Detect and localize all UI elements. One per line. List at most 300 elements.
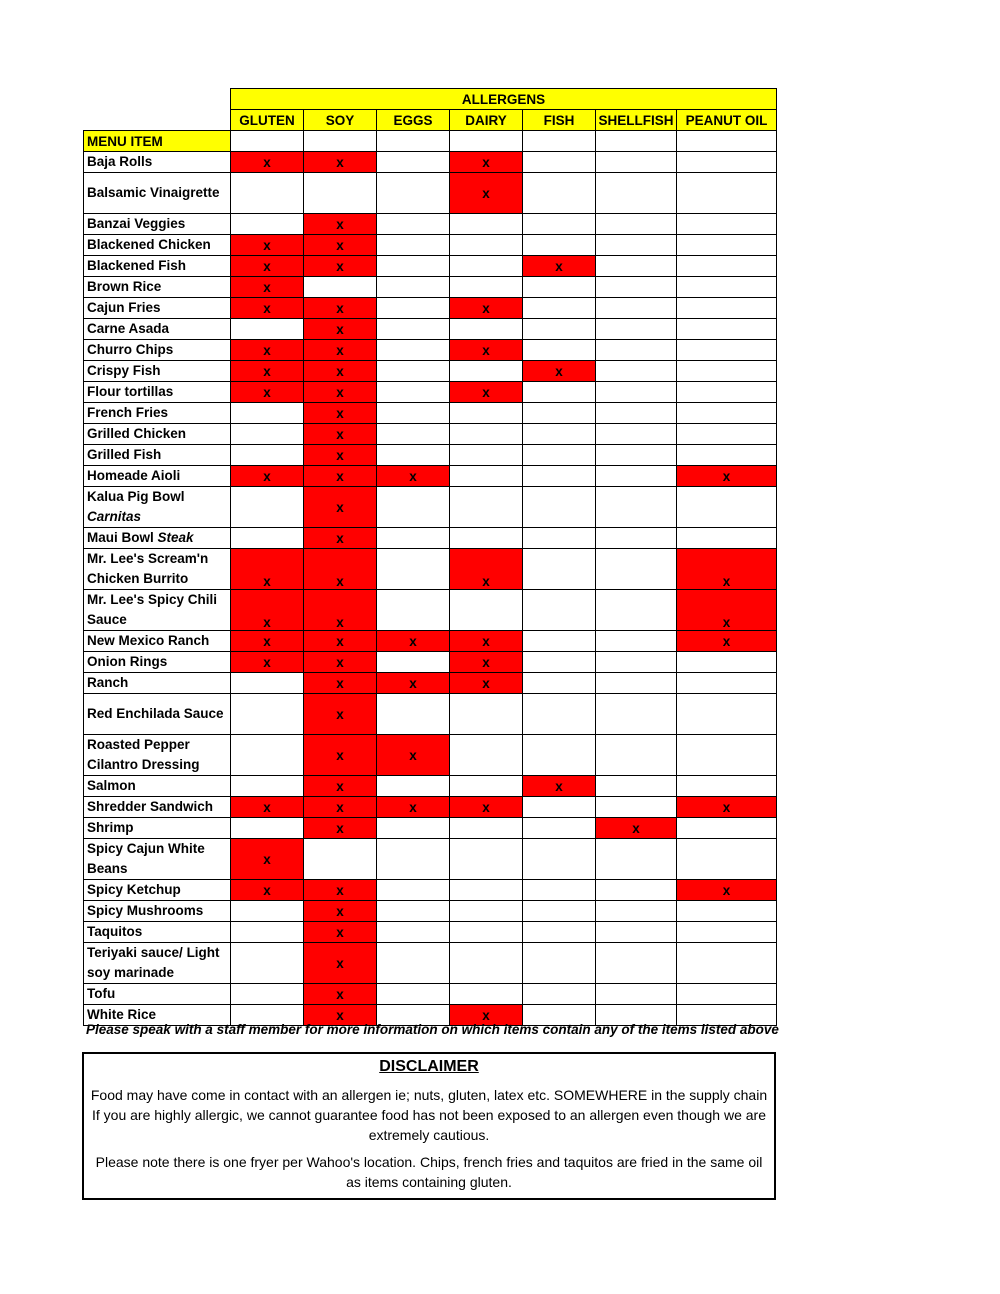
menu-item-label: Red Enchilada Sauce: [87, 706, 224, 721]
allergen-cell-fish: [523, 901, 596, 922]
allergen-cell-gluten: [231, 922, 304, 943]
allergen-cell-shellfish: [596, 487, 677, 528]
allergen-mark: x: [409, 747, 417, 763]
table-row: [84, 424, 777, 445]
allergen-cell-gluten: [231, 361, 304, 382]
allergen-cell-eggs: [377, 922, 450, 943]
menu-item-name: [84, 797, 231, 818]
allergen-cell-peanut-oil: [677, 466, 777, 487]
allergen-cell-soy: [304, 424, 377, 445]
allergen-cell-dairy: [450, 776, 523, 797]
allergen-cell-gluten: [231, 901, 304, 922]
allergen-mark: x: [336, 1007, 344, 1023]
allergen-cell-shellfish: [596, 735, 677, 776]
allergen-cell-dairy: [450, 466, 523, 487]
menu-item-label: Shredder Sandwich: [87, 799, 214, 814]
table-row: [84, 943, 777, 984]
allergen-mark: x: [336, 799, 344, 815]
allergen-cell-eggs: [377, 673, 450, 694]
menu-item-label: Spicy Ketchup: [87, 882, 181, 897]
allergen-mark: x: [263, 633, 271, 649]
allergen-cell-peanut-oil: [677, 922, 777, 943]
allergen-cell-dairy: [450, 880, 523, 901]
allergen-cell-dairy: [450, 173, 523, 214]
allergen-mark: x: [482, 633, 490, 649]
menu-item-name: [84, 235, 231, 256]
allergen-cell-eggs: [377, 235, 450, 256]
allergen-cell-fish: [523, 984, 596, 1005]
menu-item-name: [84, 652, 231, 673]
menu-item-name: [84, 487, 231, 528]
allergen-mark: x: [336, 654, 344, 670]
disclaimer-paragraph-1: Food may have come in contact with an allergen ie; nuts, gluten, latex etc. SOMEWHERE in the supply chain If you are highly allergic, we cannot guarantee food has not been exposed to an allergen even though we are extremely cautious.: [90, 1087, 768, 1143]
allergen-cell-shellfish: [596, 818, 677, 839]
menu-item-label: Spicy Cajun White Beans: [87, 841, 205, 876]
menu-item-label: Mr. Lee's Scream'n Chicken Burrito: [87, 551, 209, 586]
allergen-mark: x: [336, 706, 344, 722]
menu-item-label: Kalua Pig Bowl: [87, 489, 185, 504]
menu-item-label: Ranch: [87, 675, 129, 690]
menu-rows: [84, 152, 777, 1026]
header-empty-cell: [450, 131, 523, 152]
allergen-cell-fish: [523, 549, 596, 590]
allergen-cell-fish: [523, 590, 596, 631]
allergen-mark: x: [336, 237, 344, 253]
column-header-fish: FISH: [523, 110, 596, 131]
menu-item-label: Balsamic Vinaigrette: [87, 185, 220, 200]
allergen-cell-peanut-oil: [677, 340, 777, 361]
allergen-cell-eggs: [377, 984, 450, 1005]
allergen-cell-gluten: [231, 818, 304, 839]
allergen-mark: x: [722, 882, 731, 898]
allergen-cell-soy: [304, 256, 377, 277]
allergen-cell-eggs: [377, 776, 450, 797]
allergen-cell-soy: [304, 340, 377, 361]
allergen-cell-dairy: [450, 673, 523, 694]
allergen-cell-soy: [304, 590, 377, 631]
allergen-cell-dairy: [450, 487, 523, 528]
menu-item-name: [84, 340, 231, 361]
allergen-cell-dairy: [450, 298, 523, 319]
allergen-cell-fish: [523, 922, 596, 943]
allergen-mark: x: [336, 903, 344, 919]
allergen-mark: x: [336, 342, 344, 358]
allergen-mark: x: [263, 615, 271, 630]
allergen-cell-fish: [523, 277, 596, 298]
allergen-cell-gluten: [231, 673, 304, 694]
table-row: [84, 673, 777, 694]
table-row: [84, 590, 777, 631]
table-row: [84, 735, 777, 776]
allergen-cell-peanut-oil: [677, 214, 777, 235]
allergen-mark: x: [263, 851, 271, 867]
allergen-cell-eggs: [377, 403, 450, 424]
menu-item-label: Baja Rolls: [87, 154, 153, 169]
allergen-mark: x: [336, 447, 344, 463]
allergen-cell-soy: [304, 735, 377, 776]
allergen-cell-dairy: [450, 839, 523, 880]
allergen-cell-dairy: [450, 590, 523, 631]
table-row: [84, 901, 777, 922]
allergen-cell-dairy: [450, 214, 523, 235]
allergen-cell-dairy: [450, 256, 523, 277]
allergen-cell-eggs: [377, 694, 450, 735]
table-row: [84, 776, 777, 797]
allergen-cell-shellfish: [596, 152, 677, 173]
allergen-cell-gluten: [231, 445, 304, 466]
allergen-cell-shellfish: [596, 340, 677, 361]
allergen-cell-dairy: [450, 235, 523, 256]
allergen-cell-peanut-oil: [677, 818, 777, 839]
allergen-mark: x: [263, 279, 271, 295]
allergen-cell-soy: [304, 382, 377, 403]
corner-blank: [84, 110, 231, 131]
allergen-cell-eggs: [377, 631, 450, 652]
allergen-cell-peanut-oil: [677, 901, 777, 922]
allergen-cell-peanut-oil: [677, 797, 777, 818]
allergen-cell-fish: [523, 528, 596, 549]
allergen-cell-soy: [304, 673, 377, 694]
allergen-cell-soy: [304, 901, 377, 922]
allergen-cell-soy: [304, 776, 377, 797]
allergen-cell-shellfish: [596, 382, 677, 403]
table-row: [84, 214, 777, 235]
menu-item-name: [84, 466, 231, 487]
table-row: [84, 549, 777, 590]
allergen-cell-shellfish: [596, 277, 677, 298]
allergen-mark: x: [336, 154, 344, 170]
allergen-cell-fish: [523, 256, 596, 277]
allergen-cell-fish: [523, 487, 596, 528]
allergen-cell-gluten: [231, 880, 304, 901]
allergen-cell-gluten: [231, 984, 304, 1005]
allergen-cell-eggs: [377, 152, 450, 173]
allergen-mark: x: [336, 615, 344, 630]
staff-note: Please speak with a staff member for more information on which items contain any of the items listed above: [86, 1022, 779, 1037]
menu-item-label: Shrimp: [87, 820, 134, 835]
allergen-cell-gluten: [231, 173, 304, 214]
menu-item-name: [84, 319, 231, 340]
menu-item-label: Tofu: [87, 986, 116, 1001]
table-row: [84, 528, 777, 549]
column-header-peanut-oil: PEANUT OIL: [677, 110, 777, 131]
allergen-cell-peanut-oil: [677, 694, 777, 735]
menu-item-name: [84, 922, 231, 943]
allergen-cell-eggs: [377, 652, 450, 673]
allergen-cell-fish: [523, 694, 596, 735]
allergen-mark: x: [482, 799, 490, 815]
allergen-cell-soy: [304, 319, 377, 340]
menu-item-name: [84, 839, 231, 880]
allergen-cell-peanut-oil: [677, 445, 777, 466]
allergen-mark: x: [336, 986, 344, 1002]
allergen-cell-dairy: [450, 652, 523, 673]
allergen-mark: x: [482, 185, 490, 201]
column-header-dairy: DAIRY: [450, 110, 523, 131]
allergen-mark: x: [263, 799, 271, 815]
table-row: [84, 880, 777, 901]
menu-item-label: Blackened Fish: [87, 258, 187, 273]
allergen-cell-eggs: [377, 298, 450, 319]
allergen-mark: x: [409, 799, 417, 815]
allergen-mark: x: [482, 675, 490, 691]
allergen-cell-shellfish: [596, 694, 677, 735]
menu-item-label: Cajun Fries: [87, 300, 161, 315]
allergen-cell-peanut-oil: [677, 735, 777, 776]
allergen-mark: x: [336, 384, 344, 400]
menu-item-name: [84, 590, 231, 631]
allergen-mark: x: [263, 882, 271, 898]
allergen-cell-dairy: [450, 319, 523, 340]
allergen-cell-soy: [304, 549, 377, 590]
allergen-mark: x: [482, 574, 490, 589]
allergen-cell-eggs: [377, 340, 450, 361]
menu-item-name: [84, 445, 231, 466]
allergen-cell-gluten: [231, 590, 304, 631]
allergen-mark: x: [722, 799, 731, 815]
allergen-mark: x: [263, 468, 271, 484]
allergen-cell-fish: [523, 214, 596, 235]
table-row: [84, 839, 777, 880]
allergen-cell-eggs: [377, 361, 450, 382]
allergen-cell-dairy: [450, 382, 523, 403]
menu-item-label: White Rice: [87, 1007, 157, 1022]
allergen-cell-eggs: [377, 319, 450, 340]
allergen-cell-gluten: [231, 214, 304, 235]
menu-item-name: [84, 382, 231, 403]
menu-item-name: [84, 776, 231, 797]
menu-item-name: [84, 901, 231, 922]
allergen-mark: x: [336, 300, 344, 316]
allergen-cell-soy: [304, 839, 377, 880]
allergen-cell-soy: [304, 445, 377, 466]
allergen-cell-dairy: [450, 694, 523, 735]
menu-item-name: [84, 673, 231, 694]
allergen-cell-dairy: [450, 943, 523, 984]
allergen-cell-peanut-oil: [677, 235, 777, 256]
allergen-cell-peanut-oil: [677, 631, 777, 652]
allergen-mark: x: [409, 675, 417, 691]
allergen-cell-eggs: [377, 424, 450, 445]
disclaimer-paragraph-2: Please note there is one fryer per Wahoo's location. Chips, french fries and taquitos are fried in the same oil as items containing gluten.: [95, 1154, 763, 1190]
allergen-mark: x: [336, 258, 344, 274]
allergen-cell-shellfish: [596, 631, 677, 652]
table-row: [84, 277, 777, 298]
menu-item-name: [84, 361, 231, 382]
table-row: [84, 922, 777, 943]
allergen-cell-shellfish: [596, 466, 677, 487]
allergen-mark: x: [409, 468, 417, 484]
menu-item-name: [84, 173, 231, 214]
allergen-cell-fish: [523, 943, 596, 984]
table-row: [84, 797, 777, 818]
menu-item-name: [84, 424, 231, 445]
allergen-cell-soy: [304, 152, 377, 173]
corner-blank: [84, 89, 231, 110]
allergen-cell-soy: [304, 466, 377, 487]
allergen-cell-dairy: [450, 403, 523, 424]
allergen-cell-fish: [523, 298, 596, 319]
allergen-cell-shellfish: [596, 173, 677, 214]
menu-item-name: [84, 631, 231, 652]
allergen-mark: x: [555, 363, 563, 379]
column-header-soy: SOY: [304, 110, 377, 131]
allergen-mark: x: [263, 300, 271, 316]
allergen-cell-fish: [523, 173, 596, 214]
allergen-cell-eggs: [377, 277, 450, 298]
allergen-cell-shellfish: [596, 922, 677, 943]
allergen-cell-fish: [523, 880, 596, 901]
menu-item-name: [84, 152, 231, 173]
allergen-cell-dairy: [450, 277, 523, 298]
allergen-cell-gluten: [231, 528, 304, 549]
allergen-cell-peanut-oil: [677, 880, 777, 901]
allergen-cell-shellfish: [596, 776, 677, 797]
allergen-cell-peanut-oil: [677, 776, 777, 797]
allergen-cell-gluten: [231, 776, 304, 797]
allergen-cell-gluten: [231, 319, 304, 340]
allergen-cell-soy: [304, 235, 377, 256]
allergen-cell-soy: [304, 214, 377, 235]
allergen-mark: x: [482, 154, 490, 170]
allergen-mark: x: [722, 633, 731, 649]
allergen-cell-gluten: [231, 152, 304, 173]
allergen-cell-dairy: [450, 361, 523, 382]
allergen-cell-peanut-oil: [677, 984, 777, 1005]
table-row: [84, 818, 777, 839]
allergen-cell-eggs: [377, 797, 450, 818]
allergen-cell-shellfish: [596, 214, 677, 235]
allergen-cell-fish: [523, 839, 596, 880]
allergen-cell-dairy: [450, 340, 523, 361]
table-row: [84, 445, 777, 466]
menu-item-label: Roasted Pepper Cilantro Dressing: [87, 737, 200, 772]
allergen-cell-fish: [523, 818, 596, 839]
menu-item-name: [84, 277, 231, 298]
menu-item-sublabel: Carnitas: [87, 509, 142, 524]
allergen-cell-fish: [523, 235, 596, 256]
allergen-cell-eggs: [377, 735, 450, 776]
table-row: [84, 235, 777, 256]
menu-item-name: [84, 528, 231, 549]
allergen-cell-dairy: [450, 424, 523, 445]
allergen-mark: x: [263, 258, 271, 274]
allergen-mark: x: [263, 384, 271, 400]
menu-item-name: [84, 818, 231, 839]
allergen-mark: x: [336, 574, 344, 589]
allergen-cell-fish: [523, 797, 596, 818]
allergen-cell-soy: [304, 652, 377, 673]
allergen-cell-eggs: [377, 549, 450, 590]
allergen-cell-fish: [523, 673, 596, 694]
allergen-mark: x: [263, 342, 271, 358]
allergen-cell-eggs: [377, 839, 450, 880]
allergen-cell-fish: [523, 445, 596, 466]
allergen-cell-dairy: [450, 922, 523, 943]
allergen-cell-gluten: [231, 382, 304, 403]
table-row: [84, 382, 777, 403]
menu-item-label: New Mexico Ranch: [87, 633, 210, 648]
allergen-cell-gluten: [231, 235, 304, 256]
allergen-mark: x: [336, 955, 344, 971]
table-row: [84, 466, 777, 487]
allergen-cell-eggs: [377, 256, 450, 277]
allergen-cell-peanut-oil: [677, 549, 777, 590]
allergen-cell-shellfish: [596, 673, 677, 694]
allergen-cell-soy: [304, 984, 377, 1005]
allergen-cell-shellfish: [596, 424, 677, 445]
allergen-cell-eggs: [377, 880, 450, 901]
allergen-mark: x: [336, 747, 344, 763]
allergen-cell-shellfish: [596, 319, 677, 340]
allergen-cell-fish: [523, 424, 596, 445]
allergen-mark: x: [263, 574, 271, 589]
menu-item-label: Salmon: [87, 778, 136, 793]
menu-item-label: Onion Rings: [87, 654, 168, 669]
column-header-eggs: EGGS: [377, 110, 450, 131]
menu-item-label: Carne Asada: [87, 321, 170, 336]
allergen-cell-shellfish: [596, 943, 677, 984]
allergen-mark: x: [263, 363, 271, 379]
allergen-cell-shellfish: [596, 298, 677, 319]
table-row: [84, 631, 777, 652]
allergen-cell-fish: [523, 361, 596, 382]
allergen-cell-shellfish: [596, 445, 677, 466]
allergen-cell-shellfish: [596, 549, 677, 590]
allergen-cell-dairy: [450, 797, 523, 818]
menu-item-name: [84, 735, 231, 776]
allergen-cell-fish: [523, 152, 596, 173]
table-row: [84, 319, 777, 340]
allergen-cell-gluten: [231, 652, 304, 673]
allergen-cell-gluten: [231, 256, 304, 277]
allergen-mark: x: [482, 1007, 490, 1023]
allergen-cell-peanut-oil: [677, 403, 777, 424]
allergen-cell-gluten: [231, 424, 304, 445]
allergen-cell-fish: [523, 735, 596, 776]
allergen-cell-soy: [304, 173, 377, 214]
menu-item-label: French Fries: [87, 405, 169, 420]
allergen-cell-shellfish: [596, 880, 677, 901]
allergen-cell-dairy: [450, 818, 523, 839]
table-row: [84, 340, 777, 361]
allergen-cell-dairy: [450, 549, 523, 590]
allergen-cell-soy: [304, 403, 377, 424]
header-empty-cell: [304, 131, 377, 152]
allergen-mark: x: [482, 342, 490, 358]
allergen-cell-dairy: [450, 152, 523, 173]
allergen-cell-dairy: [450, 631, 523, 652]
allergen-cell-peanut-oil: [677, 424, 777, 445]
menu-item-label: Flour tortillas: [87, 384, 174, 399]
allergen-cell-fish: [523, 340, 596, 361]
allergen-cell-fish: [523, 652, 596, 673]
allergen-cell-soy: [304, 528, 377, 549]
menu-item-label: Grilled Fish: [87, 447, 162, 462]
allergen-mark: x: [336, 882, 344, 898]
allergen-mark: x: [336, 426, 344, 442]
menu-item-name: [84, 214, 231, 235]
allergen-mark: x: [336, 820, 344, 836]
allergen-mark: x: [409, 633, 417, 649]
header-empty-cell: [231, 131, 304, 152]
allergen-mark: x: [336, 321, 344, 337]
allergen-mark: x: [555, 258, 563, 274]
menu-item-header: MENU ITEM: [84, 131, 231, 152]
allergen-cell-peanut-oil: [677, 839, 777, 880]
allergen-cell-soy: [304, 922, 377, 943]
table-row: [84, 173, 777, 214]
